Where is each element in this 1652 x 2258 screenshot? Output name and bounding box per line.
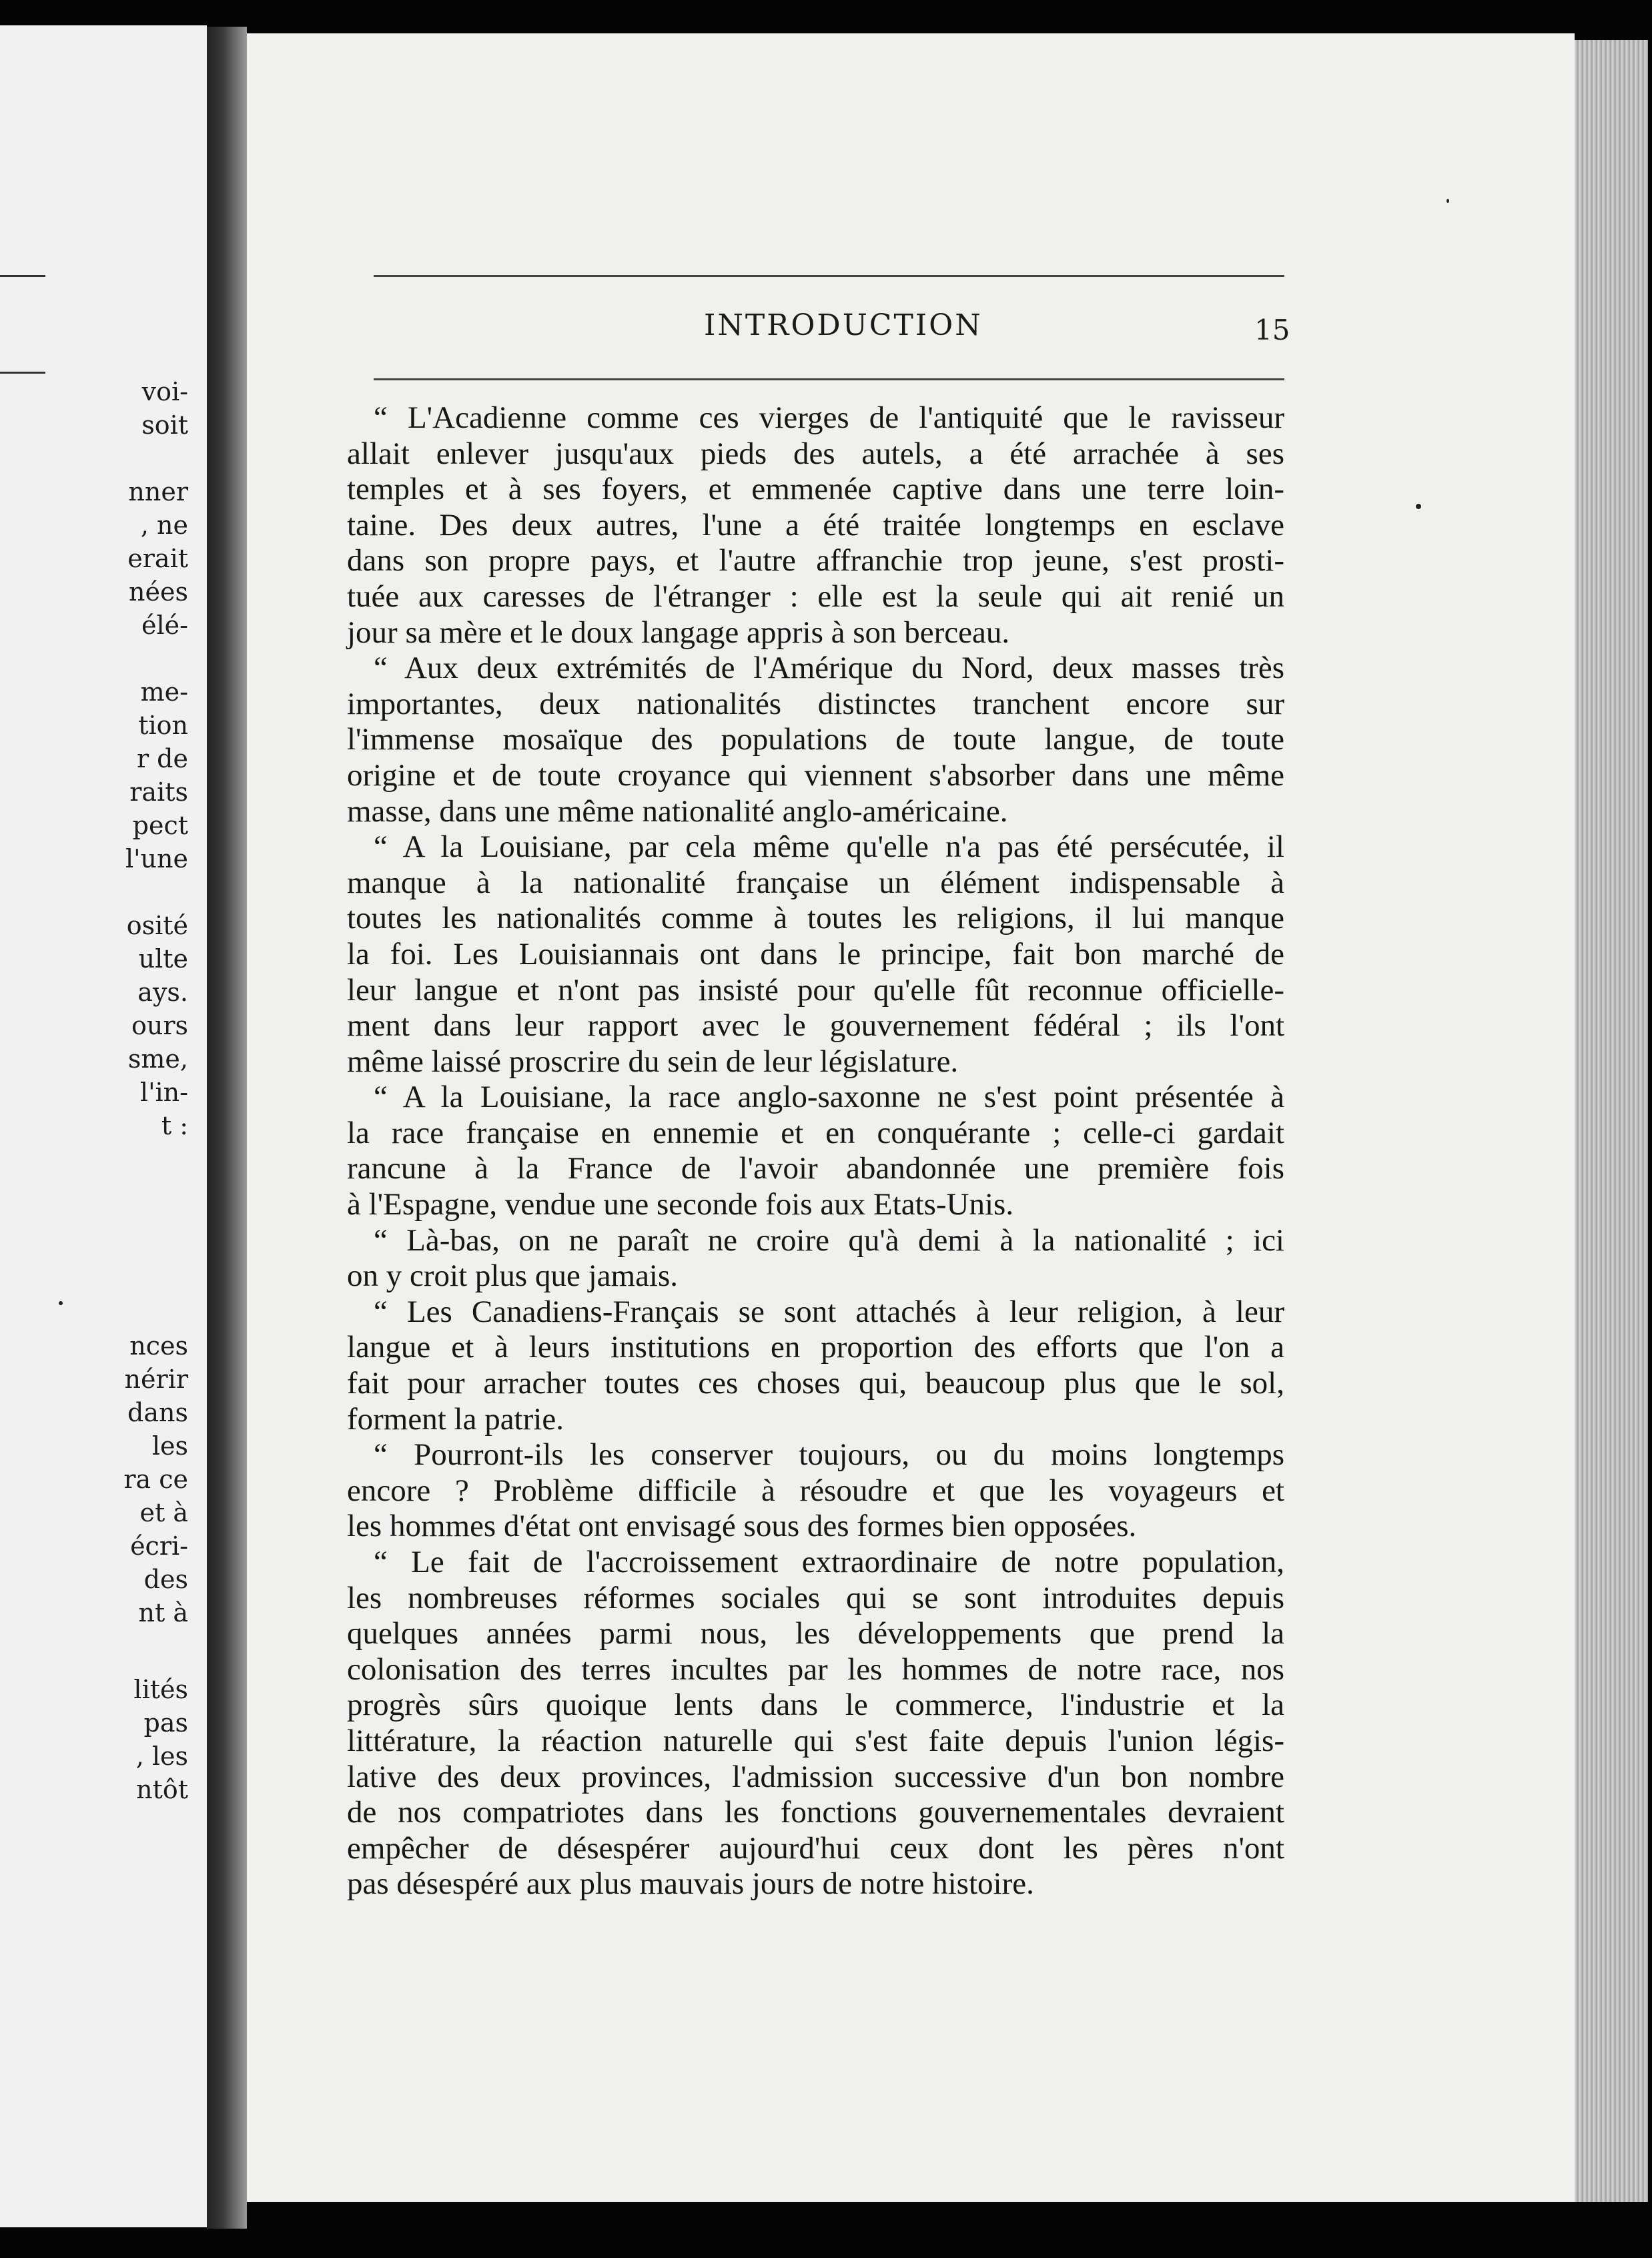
book-gutter-shadow	[207, 27, 247, 2229]
text-line: à l'Espagne, vendue une seconde fois aux Etats-Unis.	[347, 1187, 1014, 1222]
text-line: lative des deux provinces, l'admission successive d'un bon nombre	[347, 1759, 1284, 1794]
left-page-text-fragment: élé-	[141, 611, 188, 640]
left-page-text-fragment: l'in-	[139, 1078, 188, 1107]
text-line: allait enlever jusqu'aux pieds des autels, a été arrachée à ses	[347, 436, 1284, 471]
left-page-text-fragment: lités	[133, 1675, 188, 1704]
text-line: la race française en ennemie et en conquérante ; celle-ci gardait	[347, 1115, 1284, 1150]
scan-speck	[1416, 504, 1421, 509]
left-page-text-fragment: tion	[138, 711, 188, 740]
header-rule-bottom	[374, 378, 1284, 380]
text-line: manque à la nationalité française un élément indispensable à	[347, 865, 1284, 900]
left-page-text-fragment: nner	[128, 477, 188, 506]
left-page-text-fragment: des	[143, 1565, 188, 1594]
text-line: empêcher de désespérer aujourd'hui ceux dont les pères n'ont	[347, 1830, 1284, 1866]
left-page-text-fragment: les	[151, 1431, 188, 1461]
text-line: la foi. Les Louisiannais ont dans le principe, fait bon marché de	[347, 936, 1284, 972]
left-page-text-fragment: nt à	[138, 1598, 188, 1627]
text-line: taine. Des deux autres, l'une a été traitée longtemps en esclave	[347, 507, 1284, 542]
left-page-text-fragment: ulte	[138, 944, 188, 974]
left-page-text-fragment: ours	[131, 1011, 188, 1040]
text-line: littérature, la réaction naturelle qui s'est faite depuis l'union légis-	[347, 1723, 1284, 1758]
text-line: “ Aux deux extrémités de l'Amérique du Nord, deux masses très	[374, 651, 1284, 686]
left-page-text-fragment: ntôt	[136, 1775, 188, 1804]
text-line: même laissé proscrire du sein de leur législature.	[347, 1044, 959, 1079]
text-line: “ L'Acadienne comme ces vierges de l'antiquité que le ravisseur	[374, 400, 1284, 435]
text-line: les hommes d'état ont envisagé sous des formes bien opposées.	[347, 1509, 1137, 1544]
running-head: INTRODUCTION	[704, 308, 983, 342]
left-page-text-fragment: sme,	[127, 1044, 188, 1074]
left-page-text-fragment: , ne	[140, 510, 188, 540]
left-page-text-fragment: me-	[140, 677, 188, 707]
left-page-text-fragment: nces	[129, 1331, 188, 1361]
left-page-text-fragment: erait	[127, 544, 188, 573]
text-line: “ Là-bas, on ne paraît ne croire qu'à demi à la nationalité ; ici	[374, 1222, 1284, 1258]
left-page-text-fragment: écri-	[130, 1531, 188, 1561]
text-line: rancune à la France de l'avoir abandonnée une première fois	[347, 1151, 1284, 1186]
text-line: encore ? Problème difficile à résoudre et que les voyageurs et	[347, 1473, 1284, 1508]
text-line: masse, dans une même nationalité anglo-américaine.	[347, 793, 1008, 829]
text-line: progrès sûrs quoique lents dans le commerce, l'industrie et la	[347, 1687, 1284, 1723]
left-page-text-fragment: r de	[136, 744, 188, 773]
header-rule-top	[374, 275, 1284, 277]
left-page-text-fragment: ays.	[137, 978, 188, 1007]
text-line: on y croit plus que jamais.	[347, 1258, 679, 1294]
text-line: jour sa mère et le doux langage appris à son berceau.	[347, 615, 1010, 650]
left-page-text-fragment: pas	[143, 1708, 188, 1738]
text-line: pas désespéré aux plus mauvais jours de notre histoire.	[347, 1866, 1034, 1902]
left-page-header-rule-bottom	[0, 372, 45, 374]
left-page-text-fragment: ra ce	[123, 1465, 188, 1494]
scan-speck	[1447, 199, 1449, 203]
text-line: importantes, deux nationalités distinctes tranchent encore sur	[347, 686, 1284, 721]
left-page-text-fragment: pect	[132, 811, 188, 840]
left-page-text-fragment: soit	[141, 410, 188, 440]
left-page-text-fragment: dans	[127, 1398, 188, 1427]
left-facing-page	[0, 25, 207, 2227]
left-page-text-fragment: , les	[135, 1742, 188, 1771]
left-page-text-fragment: nérir	[124, 1365, 188, 1394]
text-line: quelques années parmi nous, les développements que prend la	[347, 1616, 1284, 1651]
text-line: langue et à leurs institutions en proportion des efforts que l'on a	[347, 1330, 1284, 1365]
scan-speck	[59, 1301, 63, 1305]
text-line: ment dans leur rapport avec le gouvernement fédéral ; ils l'ont	[347, 1008, 1284, 1044]
text-line: les nombreuses réformes sociales qui se sont introduites depuis	[347, 1580, 1284, 1615]
text-line: leur langue et n'ont pas insisté pour qu'elle fût reconnue officielle-	[347, 972, 1284, 1008]
text-line: “ Pourront-ils les conserver toujours, ou du moins longtemps	[374, 1437, 1284, 1473]
text-line: “ Les Canadiens-Français se sont attachés à leur religion, à leur	[374, 1294, 1284, 1329]
left-page-text-fragment: t :	[161, 1111, 188, 1140]
text-line: de nos compatriotes dans les fonctions gouvernementales devraient	[347, 1795, 1284, 1830]
text-line: “ Le fait de l'accroissement extraordinaire de notre population,	[374, 1545, 1284, 1579]
text-line: forment la patrie.	[347, 1401, 564, 1437]
body-text	[347, 400, 1284, 1902]
left-page-text-fragment: nées	[129, 577, 188, 607]
left-page-text-fragment: l'une	[125, 844, 188, 873]
text-line: tuée aux caresses de l'étranger : elle est la seule qui ait renié un	[347, 579, 1284, 614]
left-page-text-fragment: raits	[129, 777, 188, 807]
left-page-text-fragment: et à	[139, 1498, 188, 1527]
text-line: toutes les nationalités comme à toutes les religions, il lui manque	[347, 901, 1284, 936]
text-line: dans son propre pays, et l'autre affranchie trop jeune, s'est prosti-	[347, 543, 1284, 579]
left-page-text-fragment: osité	[126, 911, 188, 940]
left-page-header-rule-top	[0, 275, 45, 277]
page-edges	[1575, 40, 1648, 2202]
text-line: fait pour arracher toutes ces choses qui, beaucoup plus que le sol,	[347, 1366, 1284, 1401]
page-number: 15	[1254, 314, 1290, 346]
text-line: temples et à ses foyers, et emmenée captive dans une terre loin-	[347, 472, 1284, 507]
text-line: colonisation des terres incultes par les hommes de notre race, nos	[347, 1651, 1284, 1687]
left-page-text-fragment: voi-	[141, 377, 188, 406]
text-line: origine et de toute croyance qui viennent s'absorber dans une même	[347, 757, 1284, 793]
text-line: “ A la Louisiane, par cela même qu'elle n'a pas été persécutée, il	[374, 829, 1284, 865]
text-line: l'immense mosaïque des populations de toute langue, de toute	[347, 722, 1284, 757]
text-line: “ A la Louisiane, la race anglo-saxonne ne s'est point présentée à	[374, 1080, 1284, 1115]
